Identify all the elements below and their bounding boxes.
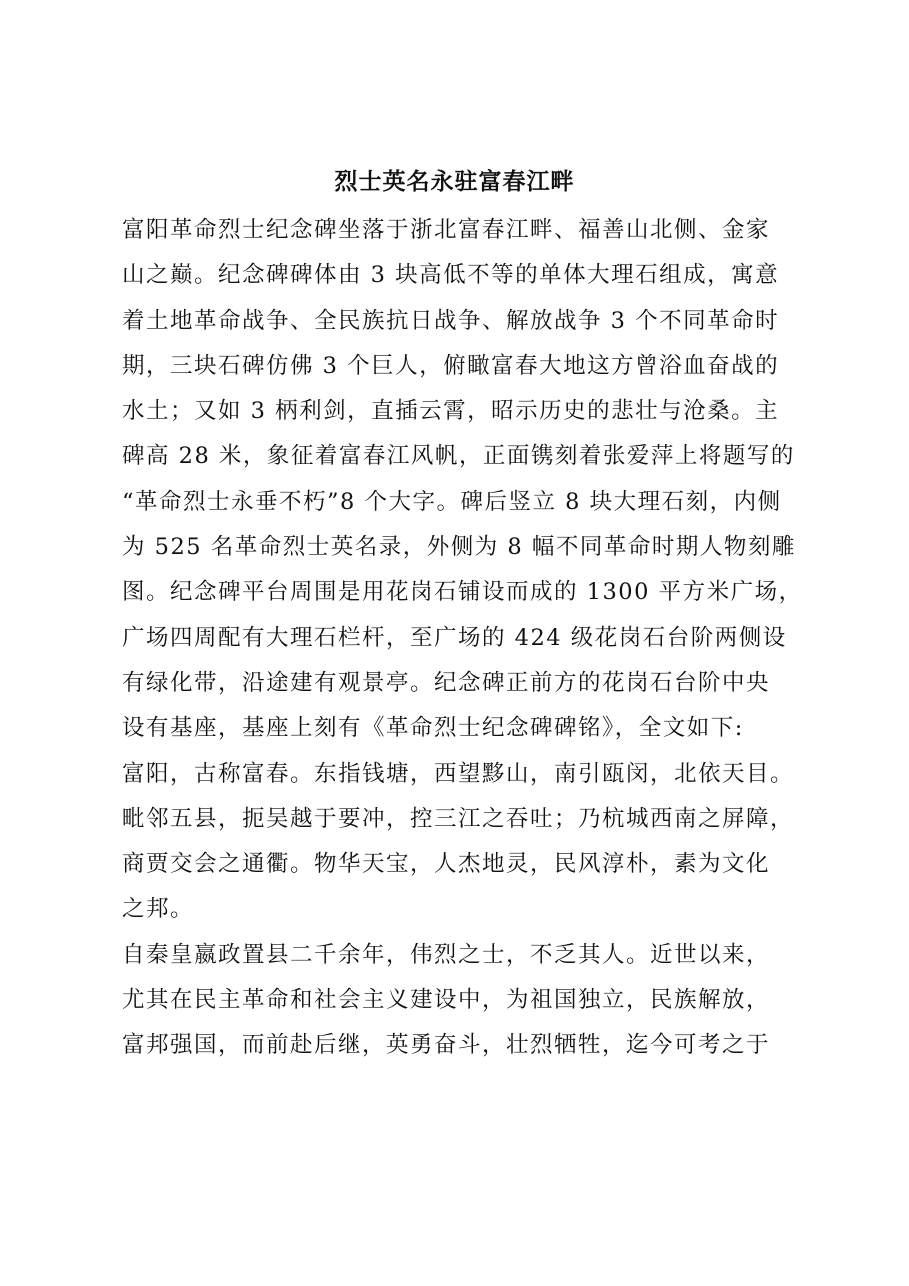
body-line: 有绿化带，沿途建有观景亭。纪念碑正前方的花岗石台阶中央	[122, 669, 771, 696]
body-line: 山之巅。纪念碑碑体由 3 块高低不等的单体大理石组成，寓意	[122, 262, 780, 289]
document-body	[122, 215, 812, 1076]
body-line: 之邦。	[122, 896, 195, 923]
body-line: 期，三块石碑仿佛 3 个巨人，俯瞰富春大地这方曾浴血奋战的	[122, 352, 780, 379]
body-line: 毗邻五县，扼吴越于要冲，控三江之吞吐；乃杭城西南之屏障，	[122, 805, 795, 832]
body-line: “革命烈士永垂不朽”8 个大字。碑后竖立 8 块大理石刻，内侧	[122, 488, 782, 515]
body-line: 富邦强国，而前赴后继，英勇奋斗，壮烈牺牲，迄今可考之于	[122, 1032, 771, 1059]
body-line: 尤其在民主革命和社会主义建设中，为祖国独立，民族解放，	[122, 987, 771, 1014]
body-line: 着土地革命战争、全民族抗日战争、解放战争 3 个不同革命时	[122, 307, 780, 334]
body-line: 为 525 名革命烈士英名录，外侧为 8 幅不同革命时期人物刻雕	[122, 534, 796, 561]
body-line: 富阳，古称富春。东指钱塘，西望黟山，南引瓯闵，北依天目。	[122, 760, 795, 787]
body-line: 水土；又如 3 柄利剑，直插云霄，昭示历史的悲壮与沧桑。主	[122, 398, 780, 425]
body-line: 自秦皇嬴政置县二千余年，伟烈之士，不乏其人。近世以来，	[122, 941, 771, 968]
body-line: 广场四周配有大理石栏杆，至广场的 424 级花岗石台阶两侧设	[122, 624, 787, 651]
body-line: 设有基座，基座上刻有《革命烈士纪念碑碑铭》，全文如下:	[122, 715, 744, 742]
document-title: 烈士英名永驻富春江畔	[334, 168, 575, 195]
body-line: 碑高 28 米，象征着富春江风帆，正面镌刻着张爱萍上将题写的	[122, 443, 795, 470]
body-line: 富阳革命烈士纪念碑坐落于浙北富春江畔、福善山北侧、金家	[122, 217, 771, 243]
body-line: 图。纪念碑平台周围是用花岗石铺设而成的 1300 平方米广场，	[122, 579, 803, 606]
body-line: 商贾交会之通衢。物华天宝，人杰地灵，民风淳朴，素为文化	[122, 851, 771, 878]
